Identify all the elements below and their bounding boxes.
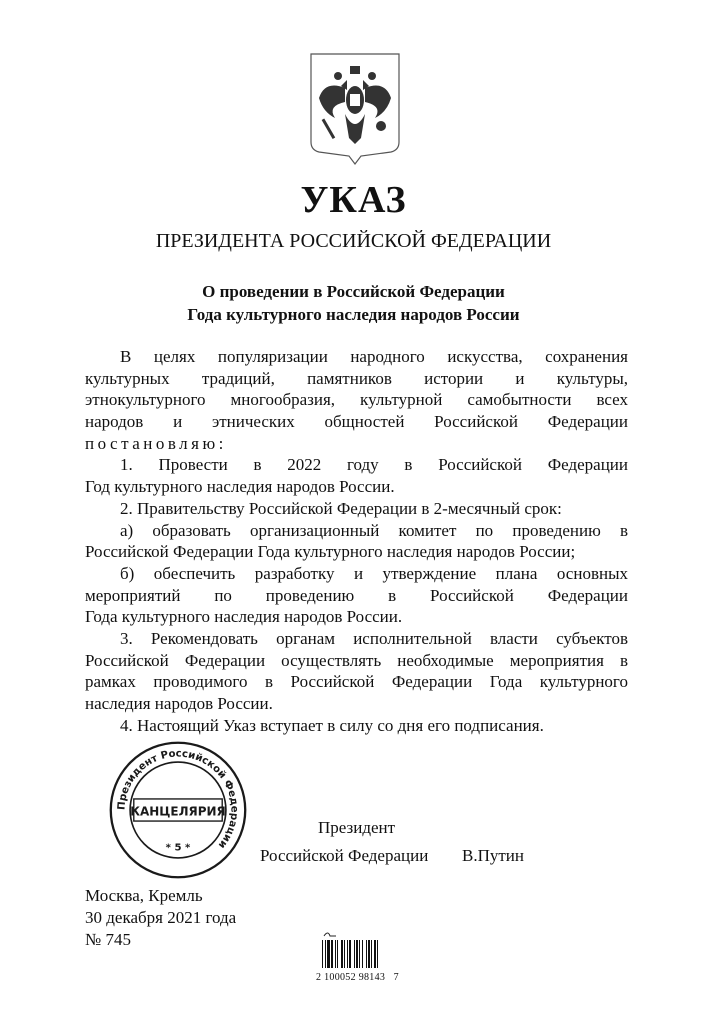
signing-date: 30 декабря 2021 года bbox=[85, 908, 237, 927]
barcode-bar bbox=[354, 940, 355, 968]
body-line: народов и этнических общностей Российской Федерации bbox=[85, 412, 628, 432]
body-line: Год культурного наследия народов России. bbox=[85, 477, 395, 497]
barcode-bar bbox=[347, 940, 348, 968]
barcode-bar bbox=[341, 940, 343, 968]
barcode-bar bbox=[359, 940, 360, 968]
body-line: этнокультурного многообразия, культурной самобытности всех bbox=[85, 390, 628, 410]
barcode-bar bbox=[362, 940, 363, 968]
body-line: культурных традиций, памятников истории и культуры, bbox=[85, 368, 628, 388]
decree-heading-line-2: Года культурного наследия народов России bbox=[187, 305, 520, 324]
body-line: б) обеспечить разработку и утверждение плана основных bbox=[120, 563, 628, 583]
body-line: Российской Федерации осуществлять необходимые мероприятия в bbox=[85, 650, 628, 670]
decree-number: № 745 bbox=[85, 930, 131, 949]
decree-body bbox=[85, 346, 628, 736]
body-line: постановляю: bbox=[85, 433, 227, 453]
barcode-bar bbox=[344, 940, 345, 968]
signatory-position-line-1: Президент bbox=[318, 818, 396, 837]
body-line: 2. Правительству Российской Федерации в 2-месячный срок: bbox=[120, 498, 562, 518]
barcode-bar bbox=[371, 940, 372, 968]
barcode-bar bbox=[322, 940, 323, 968]
body-line: мероприятий по проведению в Российской Федерации bbox=[85, 585, 628, 605]
body-line: Года культурного наследия народов России. bbox=[85, 607, 403, 627]
body-line: 4. Настоящий Указ вступает в силу со дня его подписания. bbox=[120, 715, 544, 735]
barcode bbox=[318, 930, 410, 970]
body-line: а) образовать организационный комитет по проведению в bbox=[120, 520, 628, 540]
signatory-position-line-2: Российской Федерации bbox=[260, 846, 429, 865]
stamp-center-text: КАНЦЕЛЯРИЯ bbox=[130, 804, 226, 819]
barcode-bar bbox=[335, 940, 336, 968]
stamp-ring-text: Президент Российской Федерации bbox=[116, 748, 240, 851]
barcode-bar bbox=[368, 940, 370, 968]
signing-place: Москва, Кремль bbox=[85, 886, 203, 905]
decree-heading-line-1: О проведении в Российской Федерации bbox=[202, 282, 505, 301]
body-line: Российской Федерации Года культурного наследия народов России; bbox=[85, 542, 576, 562]
body-line: наследия народов России. bbox=[85, 694, 273, 713]
stamp-number: * 5 * bbox=[165, 842, 191, 854]
barcode-bar bbox=[325, 940, 326, 968]
barcode-number: 2 100052 98143 7 bbox=[316, 972, 399, 983]
body-line: В целях популяризации народного искусства, сохранения bbox=[120, 347, 628, 366]
barcode-bar bbox=[349, 940, 351, 968]
chancellery-stamp bbox=[108, 740, 248, 880]
signatory-name: В.Путин bbox=[462, 846, 524, 865]
barcode-bar bbox=[374, 940, 376, 968]
barcode-bar bbox=[377, 940, 378, 968]
barcode-bar bbox=[356, 940, 358, 968]
body-line: 1. Провести в 2022 году в Российской Федерации bbox=[120, 455, 628, 475]
document-title: УКАЗ bbox=[300, 179, 407, 221]
body-line: рамках проводимого в Российской Федерации Года культурного bbox=[85, 672, 628, 692]
body-line: 3. Рекомендовать органам исполнительной власти субъектов bbox=[120, 628, 628, 648]
barcode-bar bbox=[327, 940, 330, 968]
barcode-bar bbox=[337, 940, 338, 968]
barcode-bar bbox=[331, 940, 333, 968]
russian-coat-of-arms-icon bbox=[305, 50, 405, 168]
document-subtitle: ПРЕЗИДЕНТА РОССИЙСКОЙ ФЕДЕРАЦИИ bbox=[155, 230, 552, 252]
barcode-bar bbox=[366, 940, 367, 968]
